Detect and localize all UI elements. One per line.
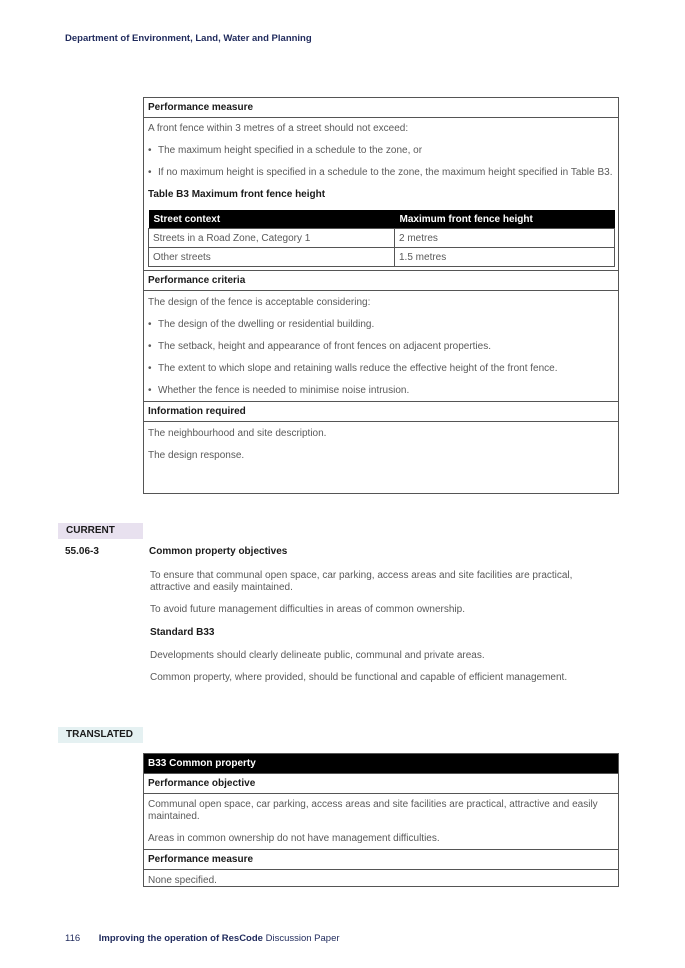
document-title: Improving the operation of ResCode	[98, 933, 263, 944]
information-required-header: Information required	[144, 401, 618, 422]
info-item: The neighbourhood and site description.	[148, 428, 327, 439]
criteria-intro: The design of the fence is acceptable considering:	[148, 297, 371, 308]
standard-paragraph: Developments should clearly delineate public, communal and private areas.	[150, 650, 485, 661]
table-header-row	[149, 210, 615, 229]
page-footer	[65, 933, 340, 944]
table-row	[149, 248, 615, 267]
criteria-bullet: • The extent to which slope and retaining walls reduce the effective height of the front fence.	[144, 363, 618, 375]
measure-text: None specified.	[148, 875, 217, 886]
objective-paragraph: To ensure that communal open space, car parking, access areas and site facilities are practical, attractive and easily maintained.	[150, 570, 573, 593]
performance-objective-header: Performance objective	[144, 774, 618, 794]
page-number: 116	[65, 933, 81, 944]
measure-bullet: • If no maximum height is specified in a schedule to the zone, the maximum height specified in Table B3.	[144, 167, 618, 179]
table-cell: Streets in a Road Zone, Category 1	[149, 229, 395, 248]
table-header-street-context: Street context	[149, 210, 395, 229]
measure-intro: A front fence within 3 metres of a street should not exceed:	[148, 123, 409, 134]
criteria-bullet: • The design of the dwelling or residential building.	[144, 319, 618, 331]
table-header-max-height: Maximum front fence height	[395, 210, 615, 229]
criteria-bullet: • Whether the fence is needed to minimise noise intrusion.	[144, 385, 618, 397]
objective-text: Areas in common ownership do not have management difficulties.	[148, 833, 440, 844]
front-fence-height-table	[148, 210, 615, 267]
objective-paragraph: To avoid future management difficulties in areas of common ownership.	[150, 604, 465, 615]
standard-title: Standard B33	[150, 627, 215, 638]
table-cell: Other streets	[149, 248, 395, 267]
common-property-box	[143, 753, 619, 887]
performance-measure-header: Performance measure	[144, 849, 618, 870]
b33-title: B33 Common property	[144, 754, 618, 774]
department-header: Department of Environment, Land, Water and Planning	[65, 33, 312, 44]
document-type: Discussion Paper	[265, 933, 340, 944]
clause-title: Common property objectives	[149, 546, 288, 557]
info-item: The design response.	[148, 450, 245, 461]
objective-text: Communal open space, car parking, access areas and site facilities are practical, attractive and easily maintained.	[148, 799, 598, 822]
current-tag: CURRENT	[58, 523, 143, 539]
table-title: Table B3 Maximum front fence height	[148, 189, 326, 200]
criteria-bullet: • The setback, height and appearance of front fences on adjacent properties.	[144, 341, 618, 353]
standard-paragraph: Common property, where provided, should be functional and capable of efficient management.	[150, 672, 568, 683]
table-cell: 1.5 metres	[395, 248, 615, 267]
performance-criteria-header: Performance criteria	[144, 270, 618, 291]
clause-number: 55.06-3	[65, 546, 99, 557]
front-fence-standard-box	[143, 97, 619, 494]
table-row	[149, 229, 615, 248]
measure-bullet: • The maximum height specified in a schedule to the zone, or	[144, 145, 618, 157]
table-cell: 2 metres	[395, 229, 615, 248]
translated-tag: TRANSLATED	[58, 727, 143, 743]
performance-measure-header: Performance measure	[144, 98, 618, 118]
